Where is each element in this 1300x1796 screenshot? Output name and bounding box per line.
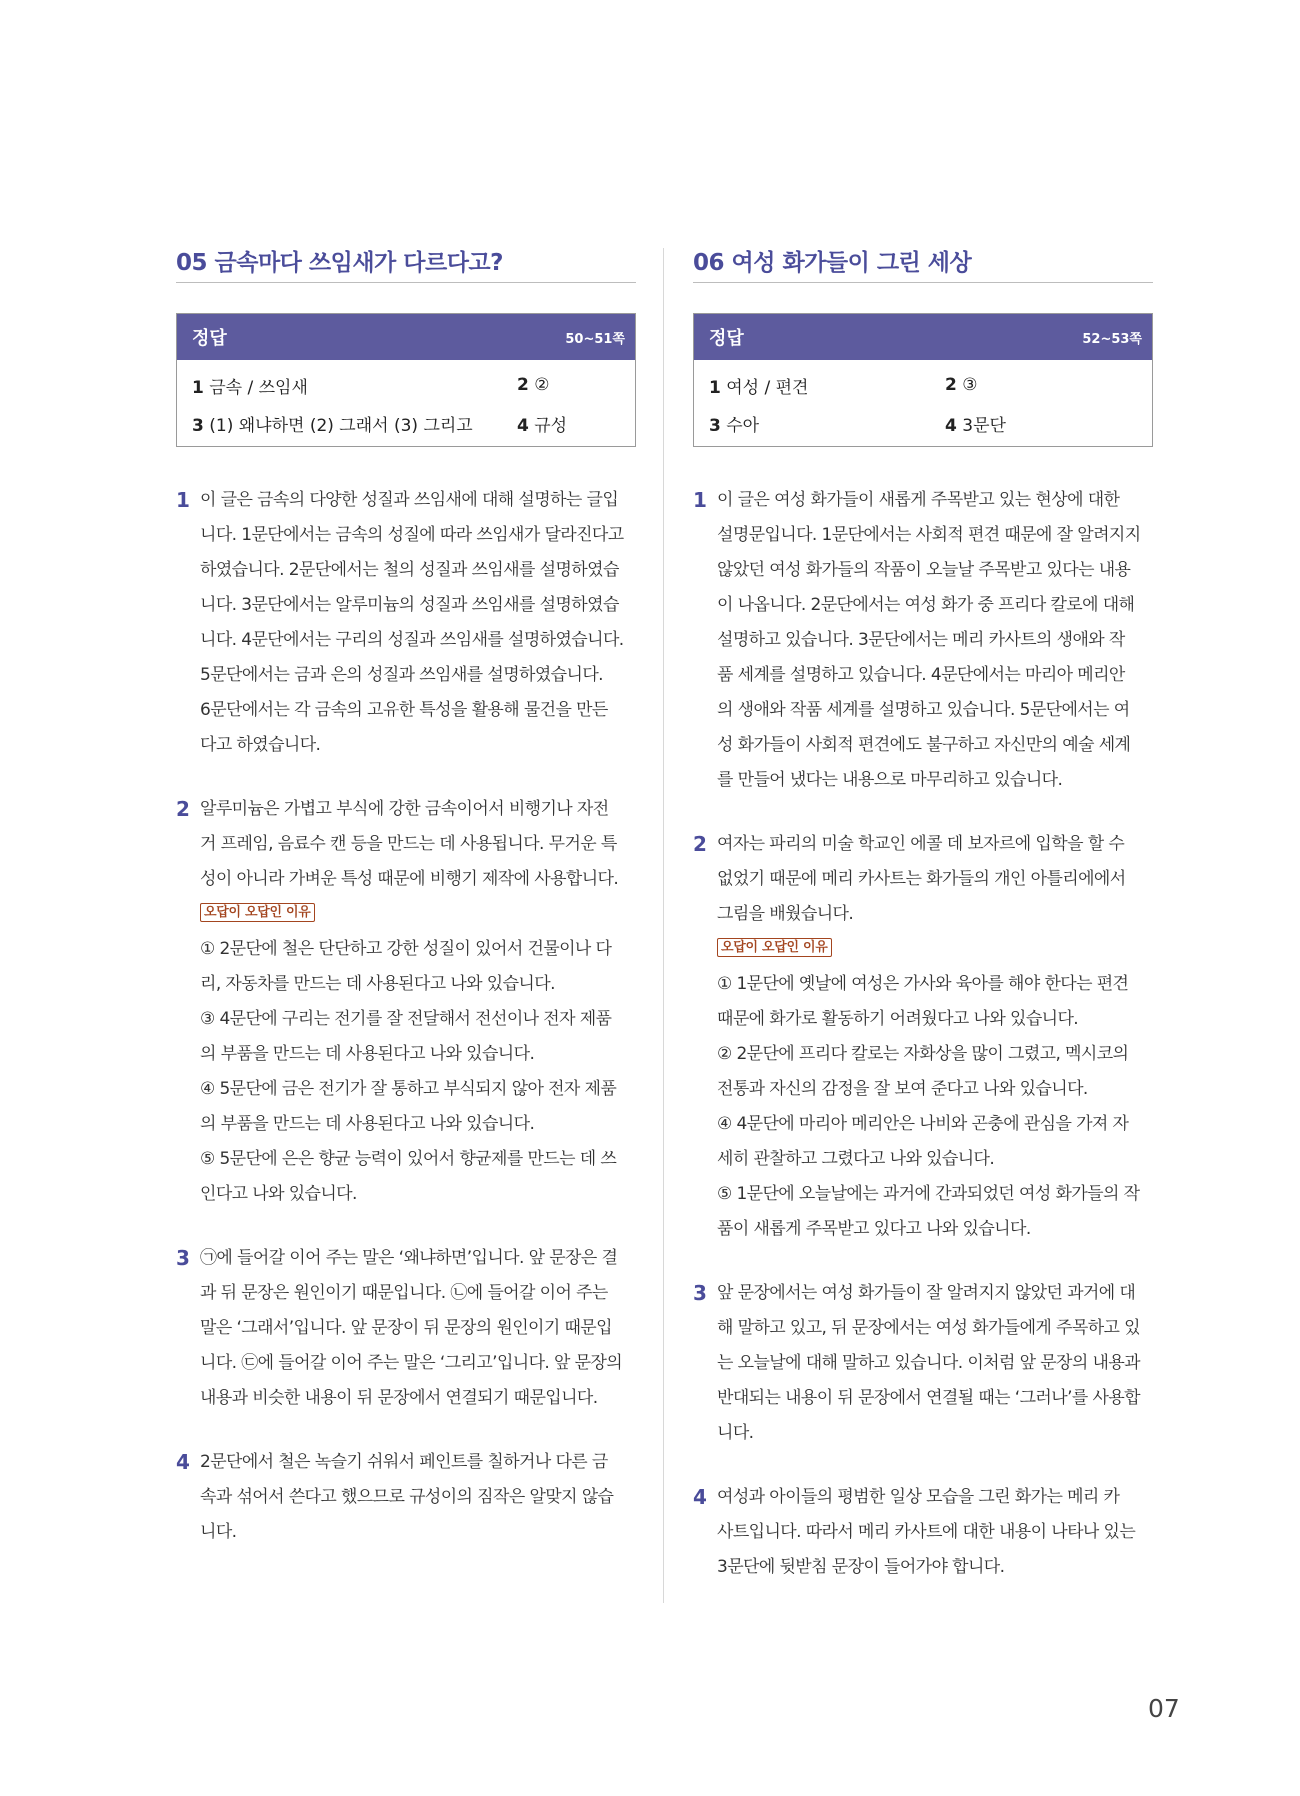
explanation-item (176, 483, 636, 763)
text-line: 반대되는 내용이 뒤 문장에서 연결될 때는 ‘그러나’를 사용합 (717, 1388, 1140, 1408)
text-line: 를 만들어 냈다는 내용으로 마무리하고 있습니다. (717, 770, 1063, 790)
text-line: ② 2문단에 프리다 칼로는 자화상을 많이 그렸고, 멕시코의 (717, 1044, 1129, 1064)
text-line: 다고 하였습니다. (200, 735, 321, 755)
answer-number: 2 (517, 375, 529, 395)
item-number: 3 (693, 1281, 707, 1305)
answer-cell (709, 411, 945, 436)
text-line: 2문단에서 철은 녹슬기 쉬워서 페인트를 칠하거나 다른 금 (200, 1452, 608, 1472)
explanation-item (693, 483, 1153, 798)
answer-text: 여성 / 편견 (726, 377, 809, 398)
explanation-list (693, 483, 1153, 1585)
item-number: 1 (176, 488, 190, 512)
answer-number: 4 (517, 415, 529, 436)
text-line: 품이 새롭게 주목받고 있다고 나와 있습니다. (717, 1219, 1031, 1239)
left-column (176, 248, 636, 1579)
explanation-item (693, 1276, 1153, 1451)
answer-text: 수아 (726, 415, 760, 436)
answer-cell (945, 411, 1006, 436)
answer-number: 4 (945, 415, 957, 436)
text-line: ㉠에 들어갈 이어 주는 말은 ‘왜냐하면’입니다. 앞 문장은 결 (200, 1248, 618, 1268)
text-line: 5문단에서는 금과 은의 성질과 쓰임새를 설명하였습니다. (200, 665, 603, 685)
text-line: 해 말하고 있고, 뒤 문장에서는 여성 화가들에게 주목하고 있 (717, 1318, 1140, 1338)
explanation-item (176, 1445, 636, 1550)
answer-cell (192, 373, 517, 398)
answer-cell (517, 375, 550, 395)
answer-text: ③ (962, 375, 978, 395)
text-line: 전통과 자신의 감정을 잘 보여 준다고 나와 있습니다. (717, 1079, 1088, 1099)
answer-text: (1) 왜냐하면 (2) 그래서 (3) 그리고 (209, 415, 473, 436)
text-line: 이 글은 여성 화가들이 새롭게 주목받고 있는 현상에 대한 (717, 490, 1120, 510)
answer-row (192, 366, 635, 404)
text-line: 니다. 3문단에서는 알루미늄의 성질과 쓰임새를 설명하였습 (200, 595, 619, 615)
answer-box (693, 313, 1153, 447)
text-line: 여성과 아이들의 평범한 일상 모습을 그린 화가는 메리 카 (717, 1487, 1120, 1507)
text-line: 여자는 파리의 미술 학교인 에콜 데 보자르에 입학을 할 수 (717, 834, 1125, 854)
title-rule (176, 282, 636, 283)
text-line: ① 2문단에 철은 단단하고 강한 성질이 있어서 건물이나 다 (200, 939, 612, 959)
explanation-item (693, 1480, 1153, 1585)
text-line: 설명하고 있습니다. 3문단에서는 메리 카사트의 생애와 작 (717, 630, 1125, 650)
answer-label: 정답 (709, 328, 744, 349)
answer-header (694, 314, 1152, 360)
text-line: 성 화가들이 사회적 편견에도 불구하고 자신만의 예술 세계 (717, 735, 1131, 755)
text-line: 3문단에 뒷받침 문장이 들어가야 합니다. (717, 1557, 1005, 1577)
text-line: ③ 4문단에 구리는 전기를 잘 전달해서 전선이나 전자 제품 (200, 1009, 612, 1029)
text-line: 거 프레임, 음료수 캔 등을 만드는 데 사용됩니다. 무거운 특 (200, 834, 617, 854)
badge-line (200, 897, 636, 932)
item-content (200, 1445, 636, 1550)
item-number: 1 (693, 488, 707, 512)
answer-text: 3문단 (962, 415, 1006, 436)
item-content (717, 1480, 1153, 1585)
answer-text: 규성 (534, 415, 568, 436)
text-line: 사트입니다. 따라서 메리 카사트에 대한 내용이 나타나 있는 (717, 1522, 1136, 1542)
answer-pages: 52~53쪽 (1082, 331, 1142, 347)
text-line: 니다. 1문단에서는 금속의 성질에 따라 쓰임새가 달라진다고 (200, 525, 624, 545)
answer-label: 정답 (192, 328, 227, 349)
text-line: 않았던 여성 화가들의 작품이 오늘날 주목받고 있다는 내용 (717, 560, 1131, 580)
text-line: 없었기 때문에 메리 카사트는 화가들의 개인 아틀리에에서 (717, 869, 1126, 889)
text-line: 성이 아니라 가벼운 특성 때문에 비행기 제작에 사용합니다. (200, 869, 619, 889)
explanation-list (176, 483, 636, 1550)
text-line: 니다. ㉢에 들어갈 이어 주는 말은 ‘그리고’입니다. 앞 문장의 (200, 1353, 623, 1373)
answer-row (192, 404, 635, 442)
item-content (200, 483, 636, 763)
column-divider (663, 248, 664, 1603)
answer-text: ② (534, 375, 550, 395)
text-line: 과 뒤 문장은 원인이기 때문입니다. ㉡에 들어갈 이어 주는 (200, 1283, 608, 1303)
item-content (717, 1276, 1153, 1451)
item-number: 2 (693, 832, 707, 856)
text-line: 이 나옵니다. 2문단에서는 여성 화가 중 프리다 칼로에 대해 (717, 595, 1135, 615)
answer-cell (945, 375, 978, 395)
text-line: ① 1문단에 옛날에 여성은 가사와 육아를 해야 한다는 편견 (717, 974, 1129, 994)
answer-cell (517, 411, 567, 436)
answer-row (709, 404, 1152, 442)
section-title: 06 여성 화가들이 그린 세상 (693, 250, 972, 276)
answer-number: 3 (709, 415, 721, 436)
text-line: 하였습니다. 2문단에서는 철의 성질과 쓰임새를 설명하였습 (200, 560, 619, 580)
text-line: ⑤ 1문단에 오늘날에는 과거에 간과되었던 여성 화가들의 작 (717, 1184, 1140, 1204)
text-line: ④ 5문단에 금은 전기가 잘 통하고 부식되지 않아 전자 제품 (200, 1079, 617, 1099)
page-number: 07 (1148, 1694, 1180, 1723)
text-line: 이 글은 금속의 다양한 성질과 쓰임새에 대해 설명하는 글입 (200, 490, 619, 510)
answer-number: 1 (709, 377, 721, 398)
text-line: 때문에 화가로 활동하기 어려웠다고 나와 있습니다. (717, 1009, 1079, 1029)
text-line: ⑤ 5문단에 은은 향균 능력이 있어서 향균제를 만드는 데 쓰 (200, 1149, 617, 1169)
text-line: 니다. (200, 1522, 237, 1542)
text-line: 말은 ‘그래서’입니다. 앞 문장이 뒤 문장의 원인이기 때문입 (200, 1318, 612, 1338)
wrong-answer-reason-badge: 오답이 오답인 이유 (200, 903, 315, 922)
answer-header (177, 314, 635, 360)
text-line: 의 부품을 만드는 데 사용된다고 나와 있습니다. (200, 1044, 535, 1064)
answer-number: 2 (945, 375, 957, 395)
answer-number: 3 (192, 415, 204, 436)
text-line: 인다고 나와 있습니다. (200, 1184, 357, 1204)
answer-row (709, 366, 1152, 404)
explanation-item (176, 1241, 636, 1416)
text-line: 니다. 4문단에서는 구리의 성질과 쓰임새를 설명하였습니다. (200, 630, 624, 650)
answer-pages: 50~51쪽 (565, 331, 625, 347)
item-content (717, 827, 1153, 1247)
item-content (200, 1241, 636, 1416)
text-line: ④ 4문단에 마리아 메리안은 나비와 곤충에 관심을 가져 자 (717, 1114, 1129, 1134)
text-line: 의 부품을 만드는 데 사용된다고 나와 있습니다. (200, 1114, 535, 1134)
answer-number: 1 (192, 377, 204, 398)
text-line: 는 오늘날에 대해 말하고 있습니다. 이처럼 앞 문장의 내용과 (717, 1353, 1140, 1373)
badge-line (717, 932, 1153, 967)
text-line: 그림을 배웠습니다. (717, 904, 854, 924)
answer-cell (192, 411, 517, 436)
answer-body (177, 360, 635, 446)
text-line: 세히 관찰하고 그렸다고 나와 있습니다. (717, 1149, 995, 1169)
text-line: 니다. (717, 1423, 754, 1443)
text-line: 리, 자동차를 만드는 데 사용된다고 나와 있습니다. (200, 974, 555, 994)
text-line: 설명문입니다. 1문단에서는 사회적 편견 때문에 잘 알려지지 (717, 525, 1141, 545)
item-number: 2 (176, 797, 190, 821)
answer-body (694, 360, 1152, 446)
answer-text: 금속 / 쓰임새 (209, 377, 308, 398)
right-column (693, 248, 1153, 1614)
item-number: 4 (693, 1485, 707, 1509)
answer-cell (709, 373, 945, 398)
text-line: 알루미늄은 가볍고 부식에 강한 금속이어서 비행기나 자전 (200, 799, 609, 819)
title-rule (693, 282, 1153, 283)
item-content (717, 483, 1153, 798)
answer-box (176, 313, 636, 447)
text-line: 속과 섞어서 쓴다고 했으므로 규성이의 짐작은 알맞지 않습 (200, 1487, 614, 1507)
wrong-answer-reason-badge: 오답이 오답인 이유 (717, 938, 832, 957)
text-line: 의 생애와 작품 세계를 설명하고 있습니다. 5문단에서는 여 (717, 700, 1130, 720)
text-line: 내용과 비슷한 내용이 뒤 문장에서 연결되기 때문입니다. (200, 1388, 598, 1408)
text-line: 앞 문장에서는 여성 화가들이 잘 알려지지 않았던 과거에 대 (717, 1283, 1136, 1303)
item-number: 4 (176, 1450, 190, 1474)
text-line: 6문단에서는 각 금속의 고유한 특성을 활용해 물건을 만든 (200, 700, 608, 720)
section-title: 05 금속마다 쓰임새가 다르다고? (176, 250, 503, 276)
item-number: 3 (176, 1246, 190, 1270)
explanation-item (693, 827, 1153, 1247)
item-content (200, 792, 636, 1212)
explanation-item (176, 792, 636, 1212)
text-line: 품 세계를 설명하고 있습니다. 4문단에서는 마리아 메리안 (717, 665, 1125, 685)
